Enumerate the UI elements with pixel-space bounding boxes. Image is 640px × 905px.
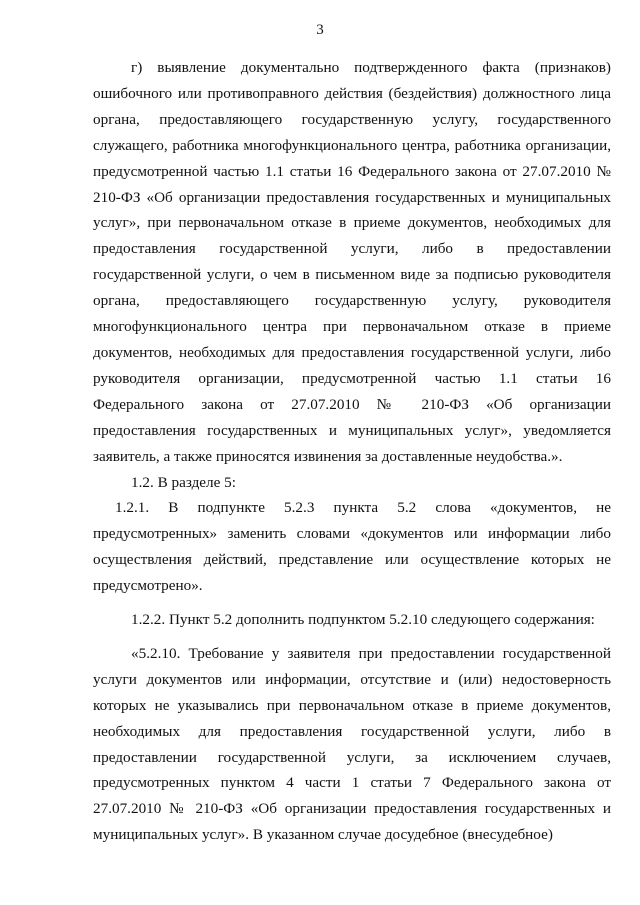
paragraph-section-1-2-1: 1.2.1. В подпункте 5.2.3 пункта 5.2 слова «документов, не предусмотренных» заменить словами «документов или информации либо осуществления действий, представление или осуществление которых не предусмотрено». <box>93 499 611 595</box>
paragraph-item-g: г) выявление документально подтвержденного факта (признаков) ошибочного или противоправного действия (бездействия) должностного лица органа, предоставляющего государственную услугу, государственного служащего, работника многофункционального центра, работника организации, предусмотренной частью 1.1 статьи 16 Федерального закона от 27.07.2010 № 210-ФЗ «Об организации предоставления государственных и муниципальных услуг», при первоначальном отказе в приеме документов, необходимых для предоставления государственной услуги, либо в предоставлении государственной услуги, о чем в письменном виде за подписью руководителя органа, предоставляющего государственную услугу, руководителя многофункционального центра при первоначальном отказе в приеме документов, необходимых для предоставления государственной услуги, либо руководителя организации, предусмотренной частью 1.1 статьи 16 Федерального закона от 27.07.2010 № 210-ФЗ «Об организации предоставления государственных и муниципальных услуг», уведомляется заявитель, а также приносятся извинения за доставленные неудобства.». <box>93 59 611 465</box>
paragraph-section-1-2: 1.2. В разделе 5: <box>131 473 236 491</box>
paragraph-gap <box>93 599 611 607</box>
paragraph-gap <box>93 633 611 641</box>
page-number: 3 <box>316 22 324 38</box>
paragraph-section-1-2-2: 1.2.2. Пункт 5.2 дополнить подпунктом 5.2.10 следующего содержания: <box>131 611 595 629</box>
document-body <box>93 55 611 848</box>
paragraph-section-5-2-10: «5.2.10. Требование у заявителя при предоставлении государственной услуги документов или информации, отсутствие и (или) недостоверность которых не указывались при первоначальном отказе в приеме документов, необходимых для предоставления государственной услуги, либо в предоставлении государственной услуги, за исключением случаев, предусмотренных пунктом 4 части 1 статьи 7 Федерального закона от 27.07.2010 № 210-ФЗ «Об организации предоставления государственных и муниципальных услуг». В указанном случае досудебное (внесудебное) <box>93 644 611 844</box>
